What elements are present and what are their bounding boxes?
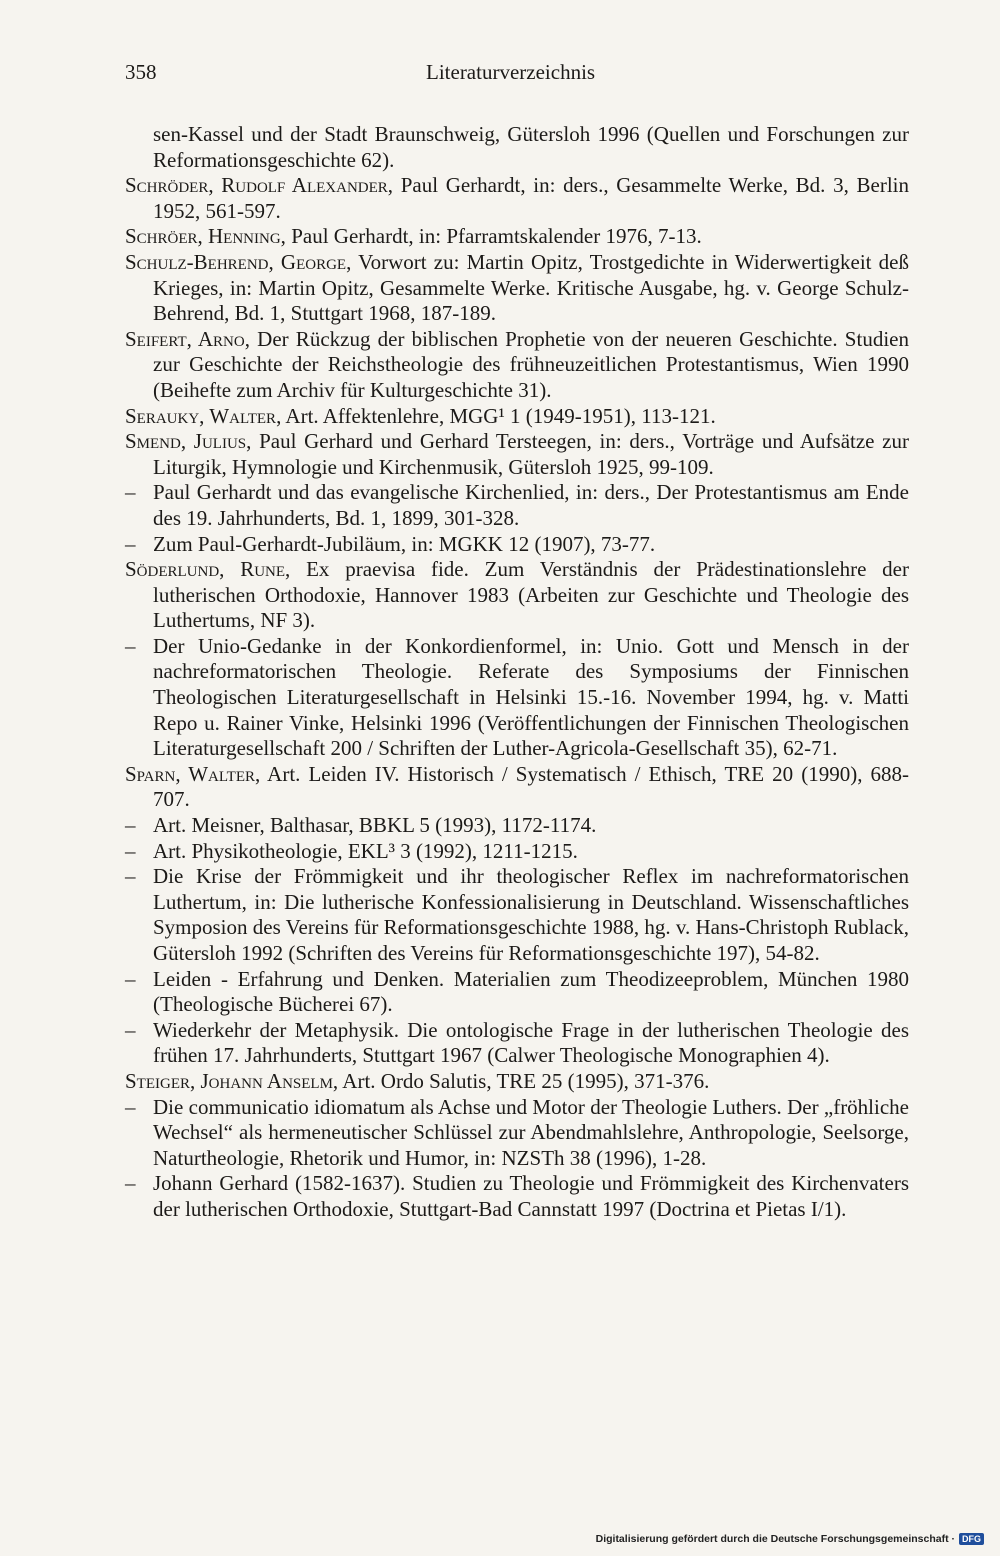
entry-author: Schröder, Rudolf Alexander, — [125, 173, 394, 198]
entry-author: Schröer, Henning, — [125, 224, 286, 249]
entry-text: Vorwort zu: Martin Opitz, Trostgedichte in Widerwertigkeit deß Krieges, in: Martin Opitz, Gesammelte Werke. Kritische Ausgabe, hg. v. George Schulz-Behrend, Bd. 1, Stuttgart 1968, 187-189. — [153, 249, 909, 326]
entry-text: Leiden - Erfahrung und Denken. Materialien zum Theodizeeproblem, München 1980 (Theologische Bücherei 67). — [153, 966, 909, 1017]
entry-text: Art. Physikotheologie, EKL³ 3 (1992), 1211-1215. — [153, 838, 578, 863]
entry-text: Wiederkehr der Metaphysik. Die ontologische Frage in der lutherischen Theologie des frühen 17. Jahrhunderts, Stuttgart 1967 (Calwer Theologische Monographien 4). — [153, 1017, 909, 1068]
entry-author: Serauky, Walter, — [125, 403, 282, 428]
entry-dash: – — [125, 1094, 136, 1119]
entry-text: sen-Kassel und der Stadt Braunschweig, Gütersloh 1996 (Quellen und Forschungen zur Reformationsgeschichte 62). — [153, 122, 909, 172]
bib-entry — [125, 967, 909, 1018]
entry-author: Sparn, Walter, — [125, 761, 261, 786]
entry-dash: – — [125, 1017, 136, 1042]
entry-author: Steiger, Johann Anselm, — [125, 1068, 339, 1093]
entry-text: Der Rückzug der biblischen Prophetie von der neueren Geschichte. Studien zur Geschichte der Reichstheologie des frühneuzeitlichen Protestantismus, Wien 1990 (Beihefte zum Archiv für Kulturgeschichte 31). — [153, 326, 909, 402]
entry-dash: – — [125, 1171, 136, 1196]
bib-entry — [125, 532, 909, 558]
entry-text: Paul Gerhardt und das evangelische Kirchenlied, in: ders., Der Protestantismus am Ende des 19. Jahrhunderts, Bd. 1, 1899, 301-328. — [153, 480, 909, 530]
bib-entry — [125, 429, 909, 480]
entry-dash: – — [125, 813, 136, 838]
bib-entry — [125, 122, 909, 173]
bib-entry — [125, 1095, 909, 1172]
bib-entry — [125, 1171, 909, 1222]
bib-entry — [125, 839, 909, 865]
bib-entry — [125, 1069, 909, 1095]
entry-author: Söderlund, Rune, — [125, 557, 291, 582]
page-header — [125, 60, 910, 96]
entry-text: Die communicatio idiomatum als Achse und Motor der Theologie Luthers. Der „fröhliche Wechsel“ als hermeneutischer Schlüssel zur Abendmahlslehre, Anthropologie, Seelsorge, Naturtheologie, Rhetorik und Humor, in: NZSTh 38 (1996), 1-28. — [153, 1094, 909, 1170]
entry-text: Die Krise der Frömmigkeit und ihr theologischer Reflex im nachreformatorischen Luthertum, in: Die lutherische Konfessionalisierung in Deutschland. Wissenschaftliches Symposion des Vereins für Reformationsgeschichte 1988, hg. v. Hans-Christoph Rublack, Gütersloh 1992 (Schriften des Vereins für Reformationsgeschichte 197), 54-82. — [153, 864, 909, 965]
entry-author: Schulz-Behrend, George, — [125, 249, 352, 274]
bib-entry — [125, 404, 909, 430]
bib-entry — [125, 864, 909, 966]
bib-entry — [125, 1018, 909, 1069]
footer-text: Digitalisierung gefördert durch die Deutsche Forschungsgemeinschaft · — [595, 1533, 955, 1545]
dfg-footer — [596, 1533, 984, 1545]
entry-text: Art. Leiden IV. Historisch / Systematisch / Ethisch, TRE 20 (1990), 688-707. — [153, 761, 909, 812]
dfg-logo: DFG — [959, 1533, 984, 1545]
entry-text: Art. Meisner, Balthasar, BBKL 5 (1993), 1172-1174. — [153, 813, 597, 838]
bib-entry — [125, 762, 909, 813]
entry-author: Smend, Julius, — [125, 429, 252, 454]
entry-text: Paul Gerhard und Gerhard Tersteegen, in: ders., Vorträge und Aufsätze zur Liturgik, Hymnologie und Kirchenmusik, Gütersloh 1925, 99-109. — [153, 429, 909, 479]
entry-text: Paul Gerhardt, in: ders., Gesammelte Werke, Bd. 3, Berlin 1952, 561-597. — [153, 173, 909, 223]
bibliography-list — [125, 122, 909, 1223]
bib-entry — [125, 813, 909, 839]
entry-text: Paul Gerhardt, in: Pfarramtskalender 1976, 7-13. — [285, 224, 702, 249]
bib-entry — [125, 327, 909, 404]
page-number: 358 — [125, 60, 157, 84]
entry-text: Der Unio-Gedanke in der Konkordienformel, in: Unio. Gott und Mensch in der nachreformatorischen Theologie. Referate des Symposiums der Finnischen Theologischen Literaturgesellschaft in Helsinki 15.-16. November 1994, hg. v. Matti Repo u. Rainer Vinke, Helsinki 1996 (Veröffentlichungen der Finnischen Theologischen Literaturgesellschaft 200 / Schriften der Luther-Agricola-Gesellschaft 35), 62-71. — [153, 633, 909, 761]
entry-text: Zum Paul-Gerhardt-Jubiläum, in: MGKK 12 (1907), 73-77. — [153, 531, 656, 556]
entry-text: Art. Affektenlehre, MGG¹ 1 (1949-1951), 113-121. — [281, 403, 716, 428]
bib-entry — [125, 250, 909, 327]
bib-entry — [125, 224, 909, 250]
entry-dash: – — [125, 480, 136, 505]
entry-text: Art. Ordo Salutis, TRE 25 (1995), 371-376. — [338, 1068, 710, 1093]
entry-text: Johann Gerhard (1582-1637). Studien zu Theologie und Frömmigkeit des Kirchenvaters der lutherischen Orthodoxie, Stuttgart-Bad Cannstatt 1997 (Doctrina et Pietas I/1). — [153, 1171, 909, 1221]
entry-dash: – — [125, 966, 136, 991]
bib-entry — [125, 480, 909, 531]
bib-entry — [125, 173, 909, 224]
entry-text: Ex praevisa fide. Zum Verständnis der Prädestinationslehre der lutherischen Orthodoxie, Hannover 1983 (Arbeiten zur Geschichte und Theologie des Luthertums, NF 3). — [153, 557, 909, 633]
entry-dash: – — [125, 864, 136, 889]
entry-dash: – — [125, 531, 136, 556]
entry-author: Seifert, Arno, — [125, 326, 250, 351]
entry-dash: – — [125, 838, 136, 863]
bib-entry — [125, 557, 909, 634]
bib-entry — [125, 634, 909, 762]
entry-dash: – — [125, 633, 136, 658]
running-head: Literaturverzeichnis — [426, 60, 596, 84]
